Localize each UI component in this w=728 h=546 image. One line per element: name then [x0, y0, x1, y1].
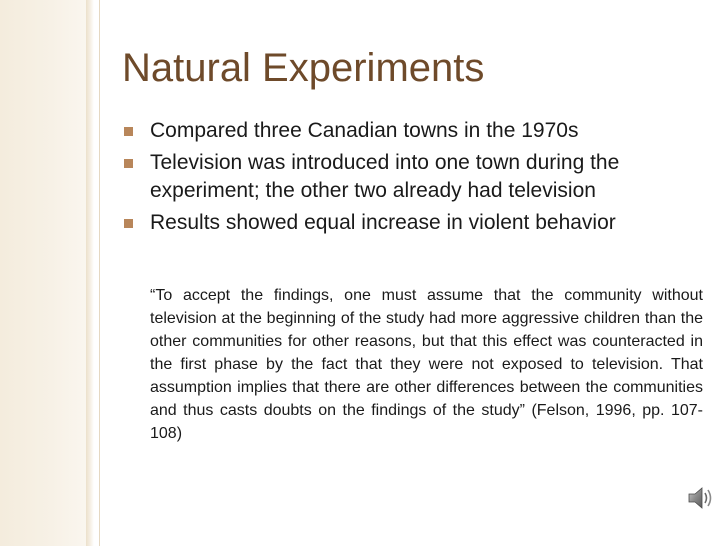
square-bullet-icon [124, 159, 133, 168]
square-bullet-icon [124, 127, 133, 136]
speaker-icon-graphic [686, 484, 714, 512]
bullet-item [122, 149, 712, 205]
decorative-left-band [0, 0, 86, 546]
bullet-list [122, 117, 712, 241]
decorative-band-edge [86, 0, 94, 546]
speaker-icon[interactable] [686, 484, 714, 512]
bullet-item [122, 117, 712, 145]
bullet-text: Television was introduced into one town during the experiment; the other two already had television [150, 151, 620, 202]
slide-title: Natural Experiments [122, 46, 485, 90]
felson-quote: “To accept the findings, one must assume that the community without television at the beginning of the study had more aggressive children than the other communities for other reasons, but that this effect was counteracted in the first phase by the fact that they were not exposed to television. That assumption implies that there are other differences between the communities and thus casts doubts on the findings of the study” (Felson, 1996, pp. 107-108) [150, 287, 703, 442]
square-bullet-icon [124, 219, 133, 228]
bullet-text: Compared three Canadian towns in the 1970s [150, 119, 579, 142]
bullet-text: Results showed equal increase in violent behavior [150, 211, 616, 234]
bullet-item [122, 209, 712, 237]
